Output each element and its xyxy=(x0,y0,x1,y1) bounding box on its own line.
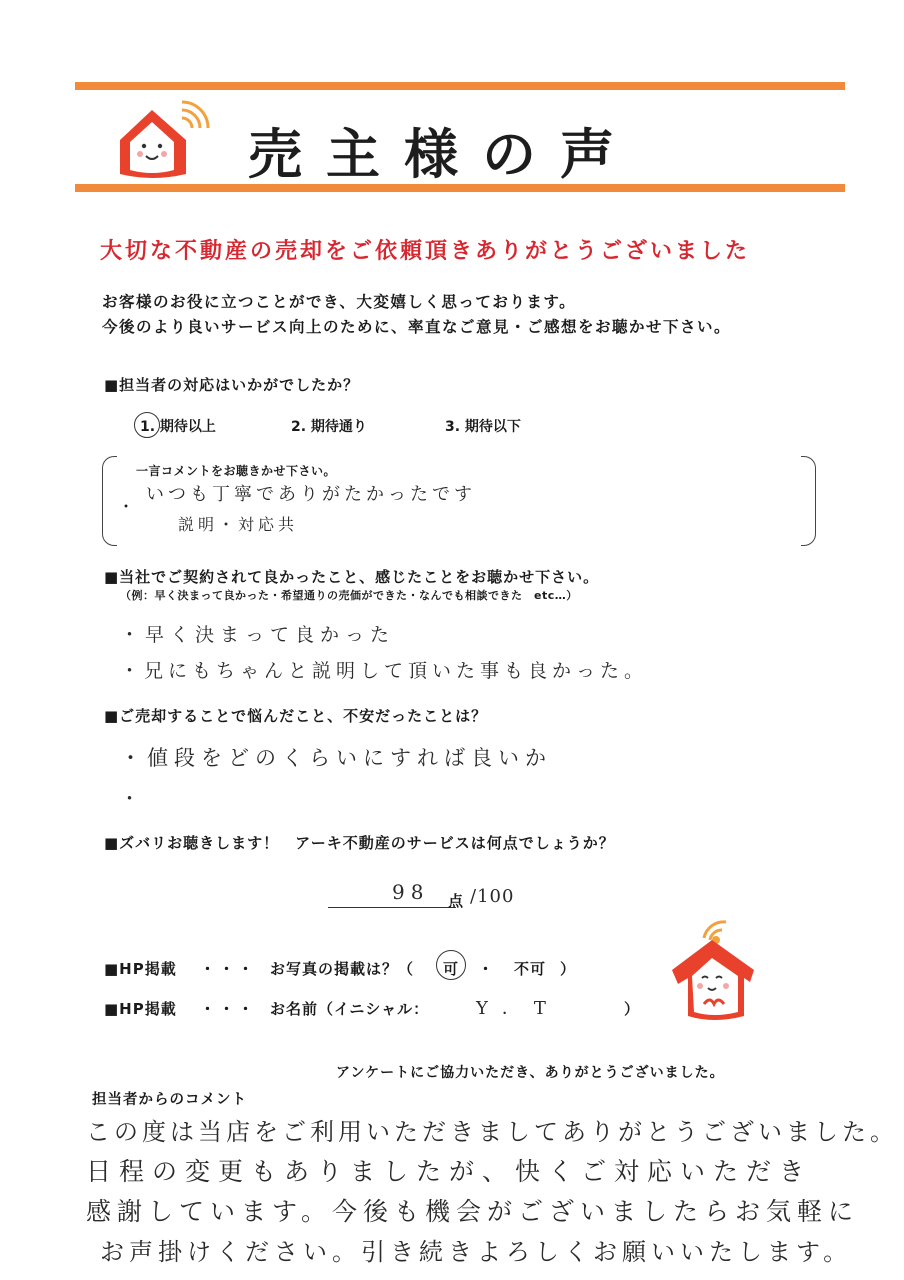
q1-answer-line-1[interactable]: いつも丁寧でありがたかったです xyxy=(146,484,476,505)
hp1-label: ■HP掲載 xyxy=(104,960,177,978)
comment-bracket-right xyxy=(801,456,816,546)
hp1-dots: ・・・ xyxy=(200,960,258,978)
hp1-close: ） xyxy=(560,960,577,978)
house-mascot-logo xyxy=(112,98,212,180)
hp1-question: お写真の掲載は？（ xyxy=(270,960,415,978)
hp2-initials[interactable]: Y．T xyxy=(476,998,560,1019)
comment-bracket-left xyxy=(102,456,117,546)
hp2-question: お名前（イニシャル： xyxy=(270,1000,430,1018)
staff-comment-line-1: この度は当店をご利用いただきましてありがとうございました。 xyxy=(86,1118,898,1146)
hp2-close: ） xyxy=(624,1000,641,1018)
hp2-label: ■HP掲載 xyxy=(104,1000,177,1018)
page-title: 売主様の声 xyxy=(248,122,638,186)
staff-comment-line-3: 感謝しています。今後も機会がございましたらお気軽に xyxy=(86,1197,860,1226)
q4-unit: 点 xyxy=(448,892,464,910)
q2-answer-1[interactable]: ・早く決まって良かった xyxy=(120,624,396,646)
q2-answer-2[interactable]: ・兄にもちゃんと説明して頂いた事も良かった。 xyxy=(120,660,649,682)
q3-answer-1[interactable]: ・値段をどのくらいにすれば良いか xyxy=(120,746,552,770)
main-heading: 大切な不動産の売却をご依頼頂きありがとうございました xyxy=(100,239,751,264)
q3-label: ■ご売却することで悩んだこと、不安だったことは？ xyxy=(104,707,488,725)
q1-comment-prompt: 一言コメントをお聴きかせ下さい。 xyxy=(136,464,337,478)
staff-comment-line-2: 日程の変更もありましたが、快くご対応いただき xyxy=(86,1157,813,1186)
q1-option-3[interactable]: 3. 期待以下 xyxy=(445,419,521,435)
mascot-illustration xyxy=(664,918,764,1028)
thanks-message: アンケートにご協力いただき、ありがとうございました。 xyxy=(336,1065,725,1081)
score-underline xyxy=(328,907,456,908)
hp1-separator: ・ xyxy=(478,960,495,978)
intro-line-1: お客様のお役に立つことができ、大変嬉しく思っております。 xyxy=(102,293,577,311)
intro-line-2: 今後のより良いサービス向上のために、率直なご意見・ご感想をお聴かせ下さい。 xyxy=(102,318,732,336)
staff-comment-label: 担当者からのコメント xyxy=(92,1092,247,1108)
hp1-option-not-allowed[interactable]: 不可 xyxy=(514,960,547,978)
q1-comment-bullet: ・ xyxy=(118,497,135,516)
q4-score[interactable]: 98 xyxy=(392,880,430,904)
header-top-bar xyxy=(75,82,845,90)
q4-max: /100 xyxy=(470,886,515,907)
hp2-dots: ・・・ xyxy=(200,1000,258,1018)
q2-example: （例：早く決まって良かった・希望通りの売価ができた・なんでも相談できた etc…） xyxy=(120,589,578,602)
q1-option-2[interactable]: 2. 期待通り xyxy=(291,419,367,435)
q1-answer-line-2[interactable]: 説明・対応共 xyxy=(178,515,299,534)
q3-answer-2[interactable]: ・ xyxy=(120,788,146,810)
q4-label: ■ズバリお聴きします！ アーキ不動産のサービスは何点でしょうか？ xyxy=(104,834,615,852)
hp1-option-allowed[interactable]: 可 xyxy=(443,960,460,978)
q2-label: ■当社でご契約されて良かったこと、感じたことをお聴かせ下さい。 xyxy=(104,568,600,586)
staff-comment-line-4: お声掛けください。引き続きよろしくお願いいたします。 xyxy=(100,1238,853,1266)
q1-option-1[interactable]: 1. 期待以上 xyxy=(140,419,216,435)
q1-label: ■担当者の対応はいかがでしたか？ xyxy=(104,376,360,394)
